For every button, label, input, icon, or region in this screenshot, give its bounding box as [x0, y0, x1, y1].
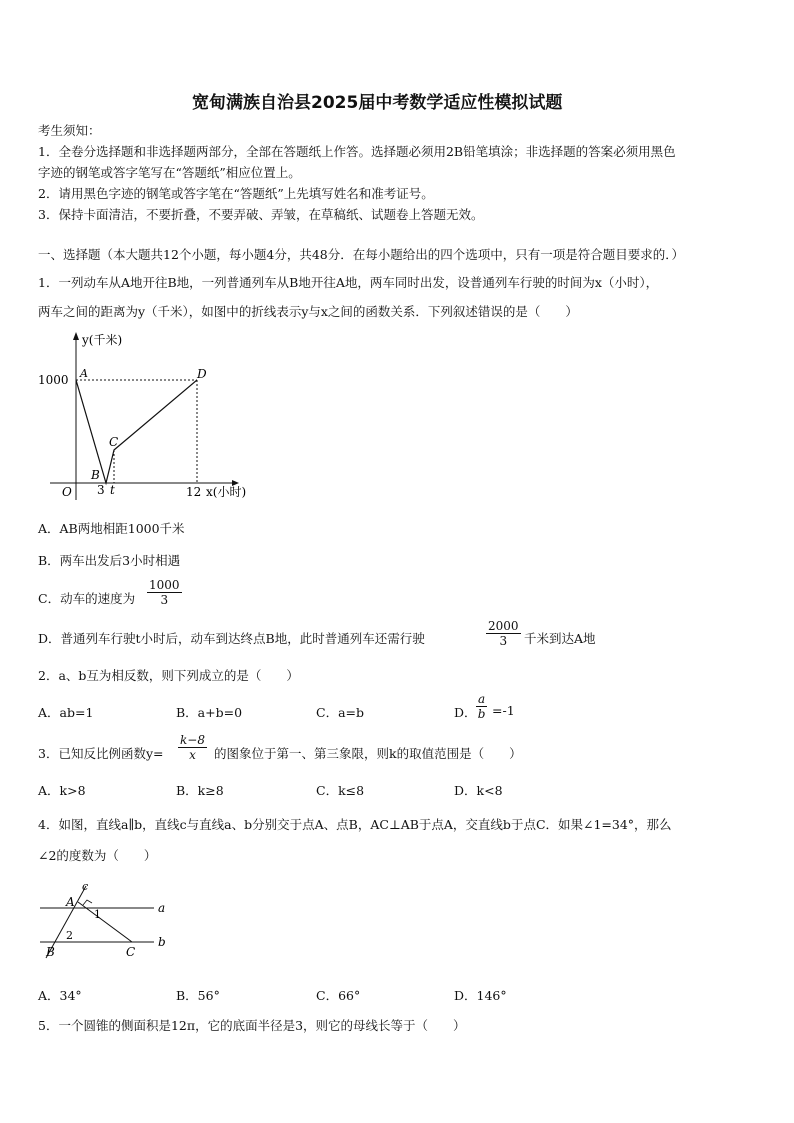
- q3-option-d: D．k<8: [454, 783, 503, 798]
- q4-option-c: C．66°: [316, 988, 361, 1003]
- q1-option-d-suffix: 千米到达A地: [524, 631, 596, 646]
- line-a-label: a: [158, 901, 166, 915]
- q2-option-a: A．ab=1: [38, 705, 94, 720]
- x-tick-t: t: [110, 483, 115, 497]
- point-C-label: C: [109, 435, 119, 449]
- q3-option-b: B．k≥8: [176, 783, 224, 798]
- q1-option-d-denominator: 3: [499, 634, 508, 648]
- q1-option-c-numerator: 1000: [149, 578, 180, 592]
- page-title: 宽甸满族自治县2025届中考数学适应性模拟试题: [192, 93, 563, 113]
- line-c-label: c: [82, 880, 89, 893]
- notice-line-2: 2．请用黑色字迹的钢笔或答字笔在“答题纸”上先填写姓名和准考证号。: [38, 186, 434, 201]
- q1-option-d-numerator: 2000: [488, 619, 519, 633]
- q2-option-d-numerator: a: [478, 692, 486, 706]
- notice-line-1a: 1．全卷分选择题和非选择题两部分，全部在答题纸上作答。选择题必须用2B铅笔填涂；非选择题的答案必须用黑色: [38, 144, 676, 159]
- point-D-label: D: [197, 367, 207, 381]
- q4-option-a: A．34°: [38, 988, 82, 1003]
- point-C-label-fig: C: [126, 945, 136, 959]
- point-B-label-fig: B: [46, 945, 55, 959]
- q4-stem-line-2: ∠2的度数为（ ）: [38, 848, 157, 863]
- q1-option-c-text: C．动车的速度为: [38, 591, 136, 606]
- q2-option-d-denominator: b: [477, 707, 486, 721]
- q3-stem-suffix: 的图象位于第一、第三象限，则k的取值范围是（ ）: [214, 746, 522, 761]
- q1-option-d-fraction: [486, 619, 521, 648]
- x-axis-label: x(小时): [206, 485, 247, 499]
- q2-option-d-prefix: D．: [454, 705, 477, 720]
- point-B-label: B: [91, 468, 100, 482]
- q1-option-c-fraction: [147, 578, 182, 607]
- notice-heading: 考生须知：: [38, 123, 101, 138]
- q1-option-c-denominator: 3: [160, 593, 169, 607]
- q4-option-d: D．146°: [454, 988, 507, 1003]
- q3-option-a: A．k>8: [38, 783, 86, 798]
- q1-option-b: B．两车出发后3小时相遇: [38, 553, 181, 568]
- y-tick-1000: 1000: [38, 373, 69, 387]
- notice-line-3: 3．保持卡面清洁，不要折叠，不要弄破、弄皱，在草稿纸、试题卷上答题无效。: [38, 207, 484, 222]
- q5-stem: 5．一个圆锥的侧面积是12π，它的底面半径是3，则它的母线长等于（ ）: [38, 1018, 466, 1033]
- q1-option-a: A．AB两地相距1000千米: [38, 521, 185, 536]
- q2-option-d-suffix: =-1: [492, 703, 515, 718]
- q1-stem-line-1: 1．一列动车从A地开往B地，一列普通列车从B地开往A地，两车同时出发，设普通列车行驶的时间为x（小时），: [38, 275, 659, 290]
- angle-2-label: 2: [66, 929, 73, 942]
- x-tick-12: 12: [186, 485, 202, 499]
- line-b-label: b: [158, 935, 166, 949]
- q2-option-b: B．a+b=0: [176, 705, 243, 720]
- q3-fraction-numerator: k−8: [180, 733, 205, 747]
- notice-line-1b: 字迹的钢笔或答字笔写在“答题纸”相应位置上。: [38, 165, 301, 180]
- q4-option-b: B．56°: [176, 988, 220, 1003]
- point-A-label-fig: A: [66, 895, 75, 909]
- q2-option-c: C．a=b: [316, 705, 364, 720]
- q1-stem-line-2: 两车之间的距离为y（千米），如图中的折线表示y与x之间的函数关系．下列叙述错误的是（ ）: [38, 304, 578, 319]
- q3-option-c: C．k≤8: [316, 783, 365, 798]
- point-A-label: A: [80, 367, 88, 380]
- x-tick-3: 3: [97, 483, 105, 497]
- q3-fraction: [178, 733, 207, 762]
- q3-fraction-denominator: x: [189, 748, 196, 762]
- q4-figure: [36, 876, 176, 962]
- angle-1-label: 1: [94, 908, 101, 921]
- q1-graph: [36, 328, 266, 504]
- q2-stem: 2．a、b互为相反数，则下列成立的是（ ）: [38, 668, 299, 683]
- q3-stem-prefix: 3．已知反比例函数y=: [38, 746, 164, 761]
- origin-label: O: [62, 485, 72, 499]
- q2-option-d-fraction: [476, 692, 487, 721]
- q4-stem-line-1: 4．如图，直线a∥b，直线c与直线a、b分别交于点A、点B，AC⊥AB于点A，交直线b于点C．如果∠1=34°，那么: [38, 817, 672, 832]
- q1-option-d-text: D．普通列车行驶t小时后，动车到达终点B地，此时普通列车还需行驶: [38, 631, 425, 646]
- section-heading: 一、选择题（本大题共12个小题，每小题4分，共48分．在每小题给出的四个选项中，只有一项是符合题目要求的．）: [38, 247, 685, 262]
- y-axis-label: y(千米): [82, 333, 123, 347]
